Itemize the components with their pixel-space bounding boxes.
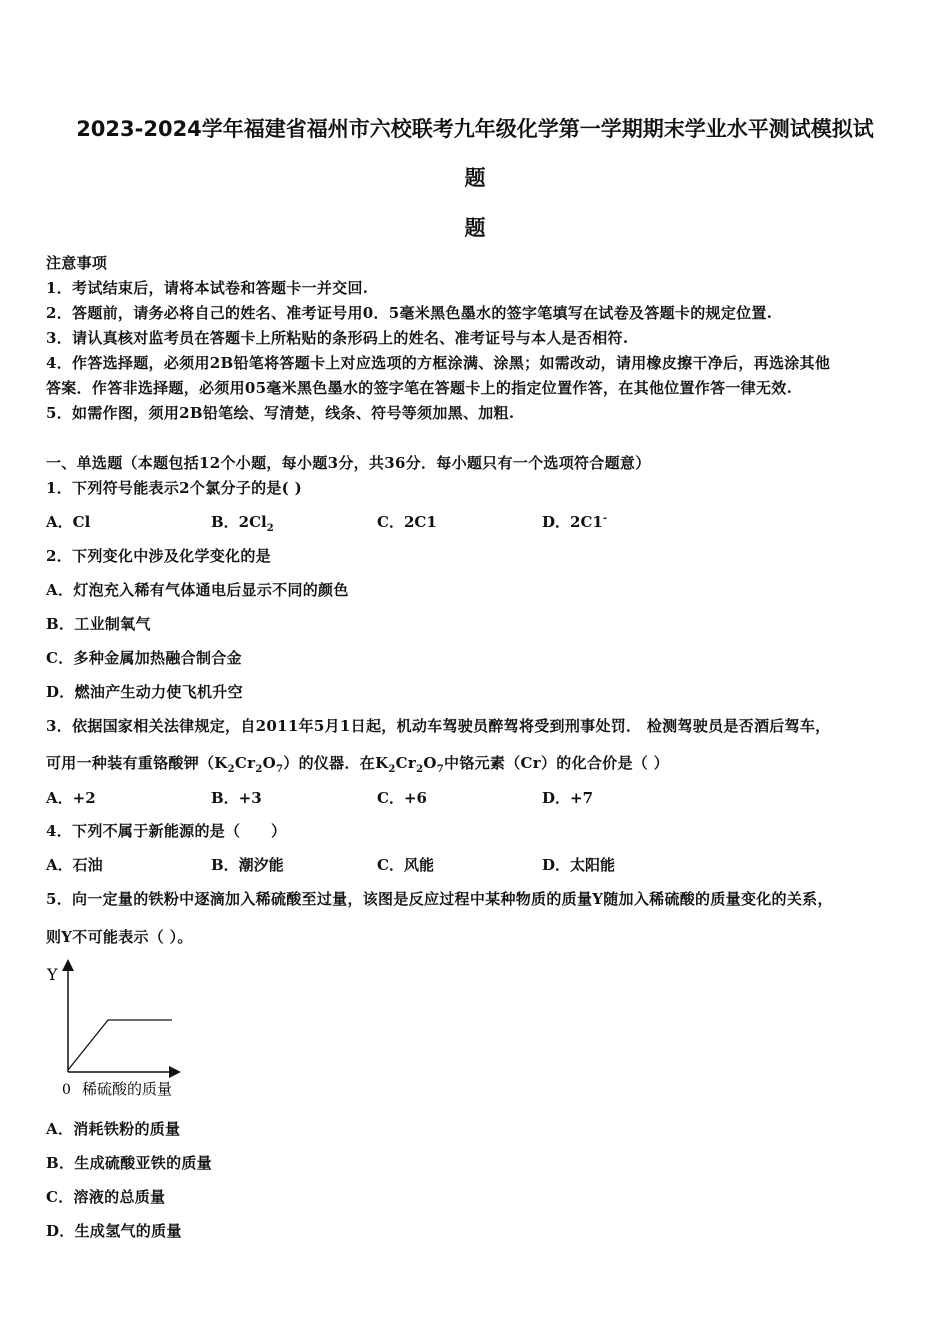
question-3-stem: 3．依据国家相关法律规定，自2011年5月1日起，机动车驾驶员醉驾将受到刑事处罚． 检测驾驶员是否酒后驾车， [46, 717, 831, 735]
question-4-option-a: A．石油 [46, 856, 103, 874]
question-3-option-a: A．+2 [46, 789, 96, 807]
question-1-option-d: D．2C1- [542, 513, 607, 531]
page-title-continued: 题 [464, 166, 486, 190]
question-1-option-a: A．Cl [46, 513, 91, 531]
question-5-option-b: B．生成硫酸亚铁的质量 [46, 1154, 212, 1172]
question-3-stem-continued: 可用一种装有重铬酸钾$(K_2Cr_2O_7)$的仪器．在$K_2Cr_2O_7$中铬元素（Cr）的化合价是（ ） [46, 754, 669, 775]
question-2-option-d: D．燃油产生动力使飞机升空 [46, 683, 243, 701]
notice-item: 4．作答选择题，必须用2B铅笔将答题卡上对应选项的方框涂满、涂黑；如需改动，请用橡皮擦干净后，再选涂其他 [46, 354, 831, 372]
question-5-option-d: D．生成氢气的质量 [46, 1222, 182, 1240]
question-1-stem: 1．下列符号能表示2个氯分子的是( ) [46, 479, 302, 497]
notice-item: 答案．作答非选择题，必须用05毫米黑色墨水的签字笔在答题卡上的指定位置作答，在其他位置作答一律无效. [46, 379, 793, 397]
page-title-repeat: 题 [464, 216, 486, 240]
question-2-option-c: C．多种金属加热融合制合金 [46, 649, 242, 667]
question-5-option-c: C．溶液的总质量 [46, 1188, 166, 1206]
question-1-option-c: C．2C1 [377, 513, 437, 531]
question-1-option-b: B．$2Cl_2$ [211, 513, 274, 534]
question-4-option-c: C．风能 [377, 856, 434, 874]
x-axis-label: 稀硫酸的质量 [82, 1080, 173, 1098]
y-axis-label: Y [47, 965, 58, 984]
question-3-option-c: C．+6 [377, 789, 427, 807]
notice-heading: 注意事项 [46, 254, 108, 272]
question-4-option-b: B．潮汐能 [211, 856, 284, 874]
question-5-option-a: A．消耗铁粉的质量 [46, 1120, 181, 1138]
notice-item: 5．如需作图，须用2B铅笔绘、写清楚，线条、符号等须加黑、加粗. [46, 404, 515, 422]
question-5-stem-continued: 则Y不可能表示（ ）。 [46, 928, 193, 946]
question-2-option-b: B．工业制氧气 [46, 615, 151, 633]
question-5-graph [44, 956, 204, 1102]
question-4-option-d: D．太阳能 [542, 856, 616, 874]
question-2-option-a: A．灯泡充入稀有气体通电后显示不同的颜色 [46, 581, 349, 599]
graph-curve [68, 1020, 172, 1070]
notice-item: 3．请认真核对监考员在答题卡上所粘贴的条形码上的姓名、准考证号与本人是否相符. [46, 329, 629, 347]
question-5-stem: 5．向一定量的铁粉中逐滴加入稀硫酸至过量，该图是反应过程中某种物质的质量Y随加入稀硫酸的质量变化的关系， [46, 890, 833, 908]
notice-item: 1．考试结束后，请将本试卷和答题卡一并交回. [46, 279, 369, 297]
question-2-stem: 2．下列变化中涉及化学变化的是 [46, 547, 271, 565]
section-heading: 一、单选题（本题包括12个小题，每小题3分，共36分．每小题只有一个选项符合题意） [46, 454, 651, 472]
notice-item: 2．答题前，请务必将自己的姓名、准考证号用0．5毫米黑色墨水的签字笔填写在试卷及答题卡的规定位置. [46, 304, 773, 322]
question-4-stem: 4．下列不属于新能源的是（ ） [46, 822, 287, 840]
question-3-option-d: D．+7 [542, 789, 594, 807]
page-title: 2023-2024学年福建省福州市六校联考九年级化学第一学期期末学业水平测试模拟试 [76, 117, 874, 141]
origin-label: 0 [62, 1082, 71, 1098]
question-3-option-b: B．+3 [211, 789, 262, 807]
